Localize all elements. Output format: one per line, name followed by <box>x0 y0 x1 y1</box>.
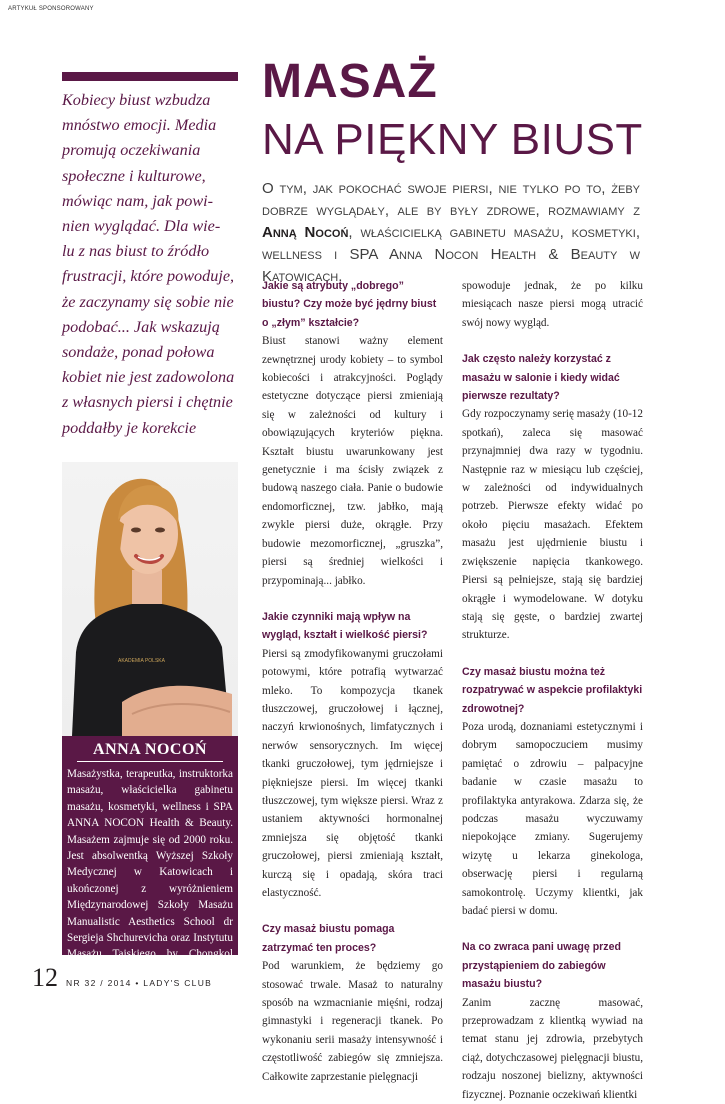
answer: Zanim zacznę masować, przeprowadzam z klientką wywiad na temat stanu jej zdrowia, przebytych ciąż, dotychczasowej pielęgnacji biustu, rodzaju noszonej bielizny, aktywności fizycznej. Poznanie oczekiwań klientki <box>462 996 643 1101</box>
lead-line: promują oczekiwania <box>62 141 201 160</box>
shirt-logo-text: AKADEMIA POLSKA <box>118 658 165 664</box>
lead-line: mnóstwo emocji. Media <box>62 116 217 135</box>
bio-name: ANNA NOCOŃ <box>93 741 207 758</box>
intro-interviewee: Anną Nocoń <box>262 224 349 241</box>
headline-line1: MASAŻ <box>262 55 438 108</box>
answer: Poza urodą, doznaniami estetycznymi i dobrym samopoczuciem musimy pamiętać o zdrowiu – palpacyjne badanie w czasie masażu to profilaktyka antyrakowa. Zdarza się, że podczas masażu wyczuwamy niepokojące zmiany. Sugerujemy wizytę u lekarza ginekologa, obserwację piersi i regularną samokontrolę. Uczymy klientki, jak badać piersi w domu. <box>462 720 643 917</box>
lead-line: podobać... Jak wskazują <box>62 317 220 336</box>
lead-line: frustracji, które powoduje, <box>62 267 235 286</box>
author-bio-box <box>62 736 238 977</box>
question: Jakie są atrybuty „dobrego” biustu? Czy może być jędrny biust o „złym” kształcie? <box>262 280 437 329</box>
lead-line: mówiąc nam, jak powi- <box>62 191 214 210</box>
lead-quote <box>62 88 240 441</box>
lead-line: nien wyglądać. Dla wie- <box>62 217 221 236</box>
intro-text: O tym, jak pokochać swoje piersi, nie tylko po to, żeby dobrze wyglądały, ale by były zdrowe, rozmawiamy z <box>262 180 640 219</box>
article-column-2 <box>462 277 643 1104</box>
lead-line: z własnych piersi i chętnie <box>62 393 233 412</box>
question: Jak często należy korzystać z masażu w salonie i kiedy widać pierwsze rezultaty? <box>462 353 620 403</box>
sponsored-label: ARTYKUŁ SPONSOROWANY <box>8 6 94 12</box>
lead-line: że zaczynamy się sobie nie <box>62 292 234 311</box>
lead-line: lu z nas biust to źródło <box>62 242 210 261</box>
answer: Gdy rozpoczynamy serię masaży (10-12 spotkań), zaleca się masować przynajmniej dwa razy w tygodniu. Następnie raz w miesiącu lub częściej, w zależności od indywidualnych potrzeb. Pierwsze efekty widać po około pięciu masażach. Efektem masażu jest ujędrnienie biustu i zwiększenie napięcia tkankowego. Piersi są pełniejsze, stają się bardziej okrągłe i wymodelowane. W dotyku stają się gęste, o bardziej zwartej strukturze. <box>462 408 643 642</box>
page-number: 12 <box>32 963 58 992</box>
question: Na co zwraca pani uwagę przed przystąpieniem do zabiegów masażu biustu? <box>462 941 621 991</box>
question: Jakie czynniki mają wpływ na wygląd, kształt i wielkość piersi? <box>262 610 428 642</box>
article-column-1 <box>262 277 443 1086</box>
answer: Pod warunkiem, że będziemy go stosować trwale. Masaż to naturalny sposób na wzmacnianie mięśni, rodzaj gimnastyki i regeneracji tkanek. Po wykonaniu serii masaży intensywność i częstotliwość zabiegów się zmniejsza. Całkowite zaprzestanie pielęgnacji <box>262 960 443 1083</box>
bio-text: Masażystka, terapeutka, instruktorka masażu, właścicielka gabinetu masażu, kosmetyki, wellness i SPA ANNA NOCON Health & Beauty. Masażem zajmuje się od 2000 roku. Jest absolwentką Wyższej Szkoły Medycznej w Katowicach i ukończonej z wyróżnieniem Międzynarodowej Szkoły Masażu Manualistic Aesthetics School dr Sergieja Shchurevicha oraz Instytutu Masażu Tajskiego by Chongkol Ssetthakorn w Tajlandii. <box>67 768 233 977</box>
question: Czy masaż biustu można też rozpatrywać w aspekcie profilaktyki zdrowotnej? <box>462 665 643 715</box>
intro-text: , właścicielką gabinetu masażu, kosmetyki, wellness i SPA Anna Nocon Health & Beauty w Katowicach. <box>262 224 640 285</box>
lead-line: poddałby je korekcie <box>62 418 197 437</box>
lead-line: sondaże, ponad połowa <box>62 343 215 362</box>
portrait-photo <box>62 462 238 736</box>
issue-label: NR 32 / 2014 • LADY'S CLUB <box>66 978 213 988</box>
lead-line: Kobiecy biust wzbudza <box>62 91 211 109</box>
question: Czy masaż biustu pomaga zatrzymać ten proces? <box>262 923 395 954</box>
answer: Piersi są zmodyfikowanymi gruczołami potowymi, które potrafią wytwarzać mleko. To kompozycja tkanek tłuszczowej, gruczołowej i łącznej, naczyń krwionośnych, limfatycznych i nerwów sensorycznych. Im więcej tkanki gruczołowej, tym jędrniejsze i piękniejsze piersi. Im więcej tkanki tłuszczowej, tym większe piersi. Wraz z ustaniem aktywności hormonalnej zmniejsza się objętość tkanki gruczołowej, piersi zmieniają kształt, kurczą się i opadają, skóra traci elastyczność. <box>262 647 443 899</box>
lead-line: kobiet nie jest zadowolona <box>62 368 235 387</box>
accent-bar <box>62 72 238 81</box>
headline-line2: NA PIĘKNY BIUST <box>262 115 643 164</box>
lead-line: społeczne i kulturowe, <box>62 166 206 185</box>
answer: spowoduje jednak, że po kilku miesiącach nasze piersi mogą utracić swój nowy wygląd. <box>462 280 643 329</box>
intro-paragraph <box>262 178 640 288</box>
page-footer <box>32 965 212 991</box>
answer: Biust stanowi ważny element zewnętrznej urody kobiety – to symbol kobiecości i atrakcyjności. Poglądy estetyczne dotyczące piersi zmieniają się w zależności od kultury i obowiązujących kryteriów piękna. Kształt biustu uwarunkowany jest genetycznie i ma ścisły związek z budową naszego ciała. Panie o budowie endomorficznej, tzw. jabłko, mają zwykle piersi duże, okrągłe. Przy budowie mezomorficznej, „gruszka”, piersi są średniej wielkości i przypominają... jabłko. <box>262 335 443 587</box>
bio-divider <box>77 761 223 762</box>
